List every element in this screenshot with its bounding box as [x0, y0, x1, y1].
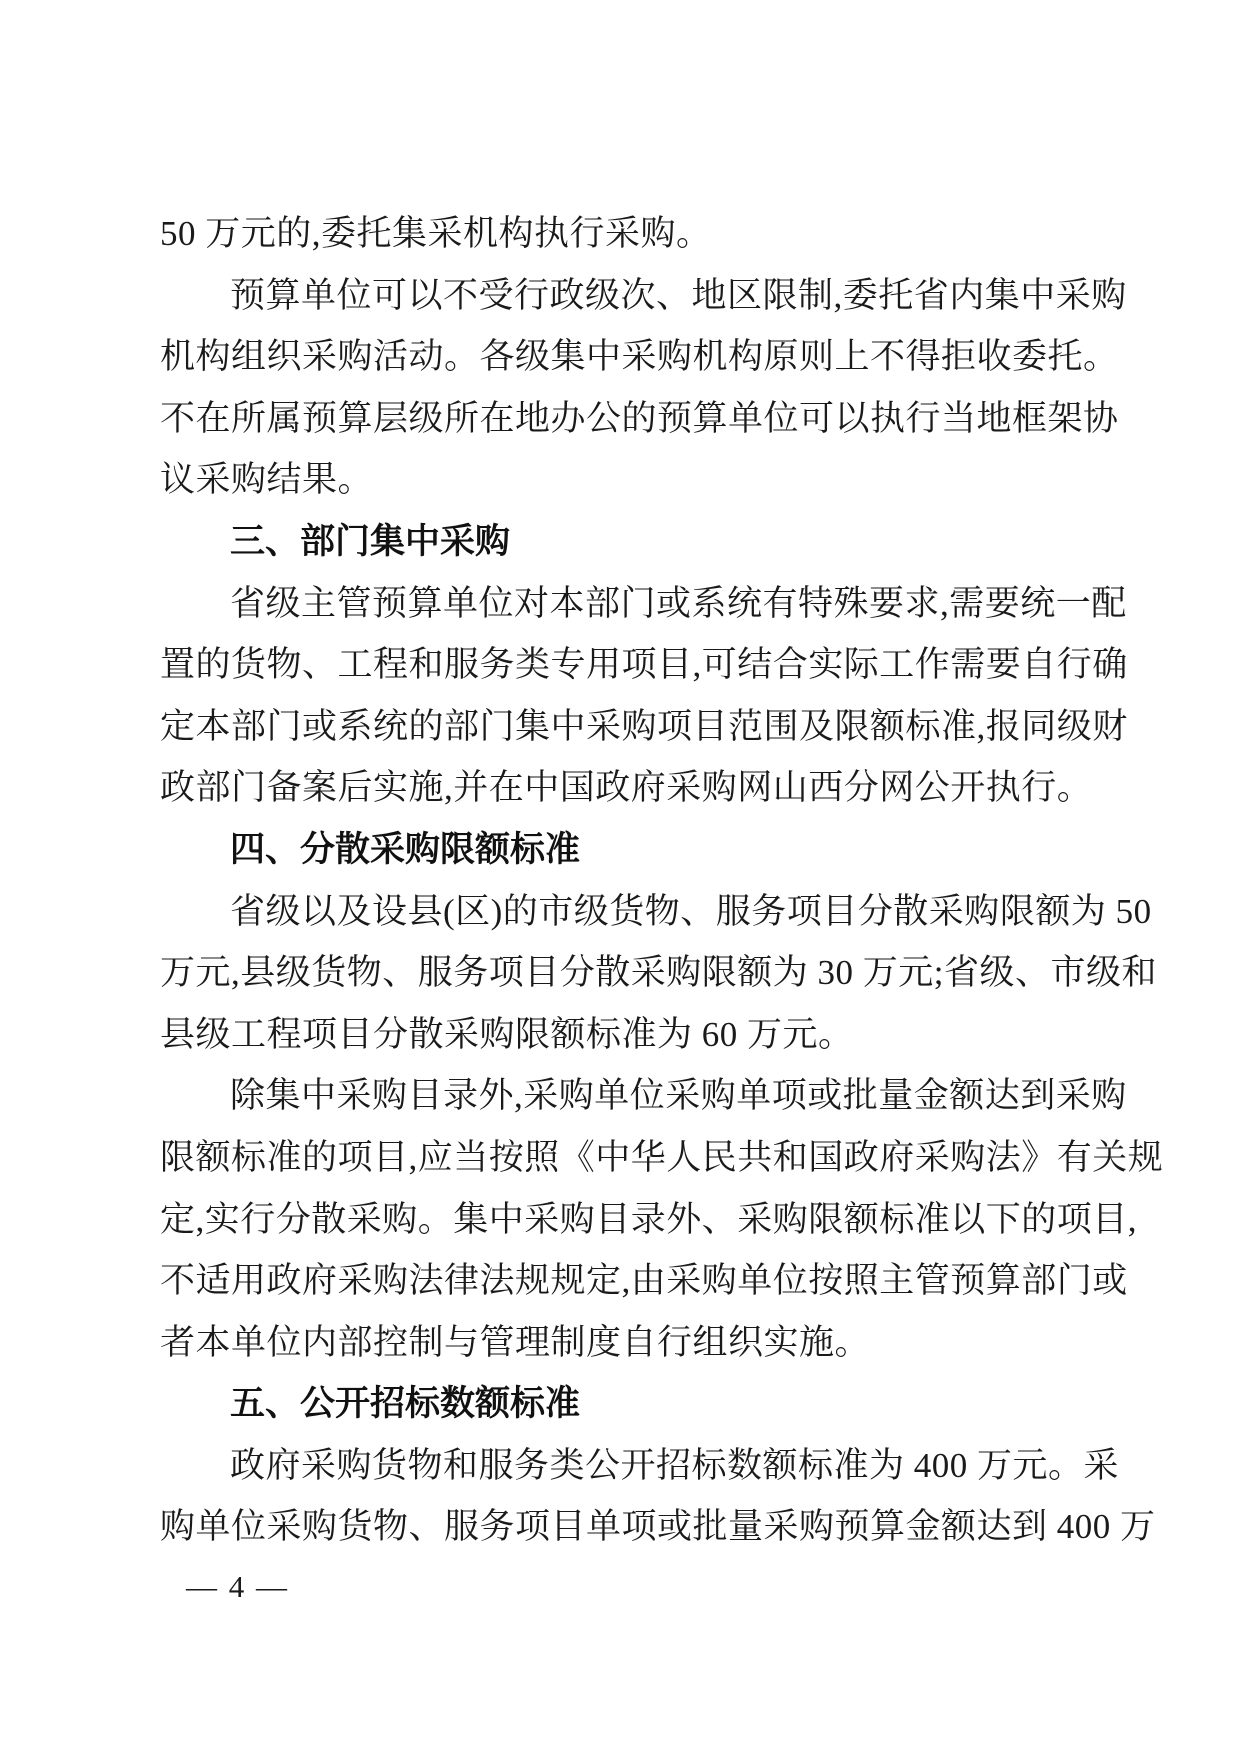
- heading-open-tender-threshold: 五、公开招标数额标准: [230, 1384, 581, 1424]
- text-line: 议采购结果。: [160, 460, 374, 500]
- text-line: 政部门备案后实施,并在中国政府采购网山西分网公开执行。: [160, 768, 1093, 808]
- text-line: 不适用政府采购法律法规规定,由采购单位按照主管预算部门或: [160, 1261, 1128, 1301]
- text-line: 政府采购货物和服务类公开招标数额标准为 400 万元。采: [230, 1445, 1120, 1485]
- text-line: 者本单位内部控制与管理制度自行组织实施。: [160, 1322, 871, 1362]
- text-line: 置的货物、工程和服务类专用项目,可结合实际工作需要自行确: [160, 645, 1128, 685]
- text-line: 省级主管预算单位对本部门或系统有特殊要求,需要统一配: [230, 583, 1127, 623]
- text-line: 购单位采购货物、服务项目单项或批量采购预算金额达到 400 万: [160, 1507, 1156, 1547]
- text-line: 除集中采购目录外,采购单位采购单项或批量金额达到采购: [230, 1076, 1127, 1116]
- heading-department-centralized-procurement: 三、部门集中采购: [230, 521, 511, 561]
- text-line: 不在所属预算层级所在地办公的预算单位可以执行当地框架协: [160, 398, 1119, 438]
- text-line: 定,实行分散采购。集中采购目录外、采购限额标准以下的项目,: [160, 1199, 1138, 1239]
- text-line: 50 万元的,委托集采机构执行采购。: [160, 214, 712, 253]
- heading-decentralized-procurement-threshold: 四、分散采购限额标准: [230, 829, 581, 869]
- document-body: [160, 203, 1164, 1558]
- text-line: 省级以及设县(区)的市级货物、服务项目分散采购限额为 50: [230, 891, 1152, 931]
- text-line: 定本部门或系统的部门集中采购项目范围及限额标准,报同级财: [160, 706, 1128, 746]
- text-line: 万元,县级货物、服务项目分散采购限额为 30 万元;省级、市级和: [160, 953, 1157, 993]
- text-line: 机构组织采购活动。各级集中采购机构原则上不得拒收委托。: [160, 337, 1119, 377]
- text-line: 限额标准的项目,应当按照《中华人民共和国政府采购法》有关规: [160, 1137, 1164, 1177]
- page-number: — 4 —: [186, 1569, 289, 1604]
- text-line: 县级工程项目分散采购限额标准为 60 万元。: [160, 1014, 854, 1054]
- text-line: 预算单位可以不受行政级次、地区限制,委托省内集中采购: [230, 275, 1127, 315]
